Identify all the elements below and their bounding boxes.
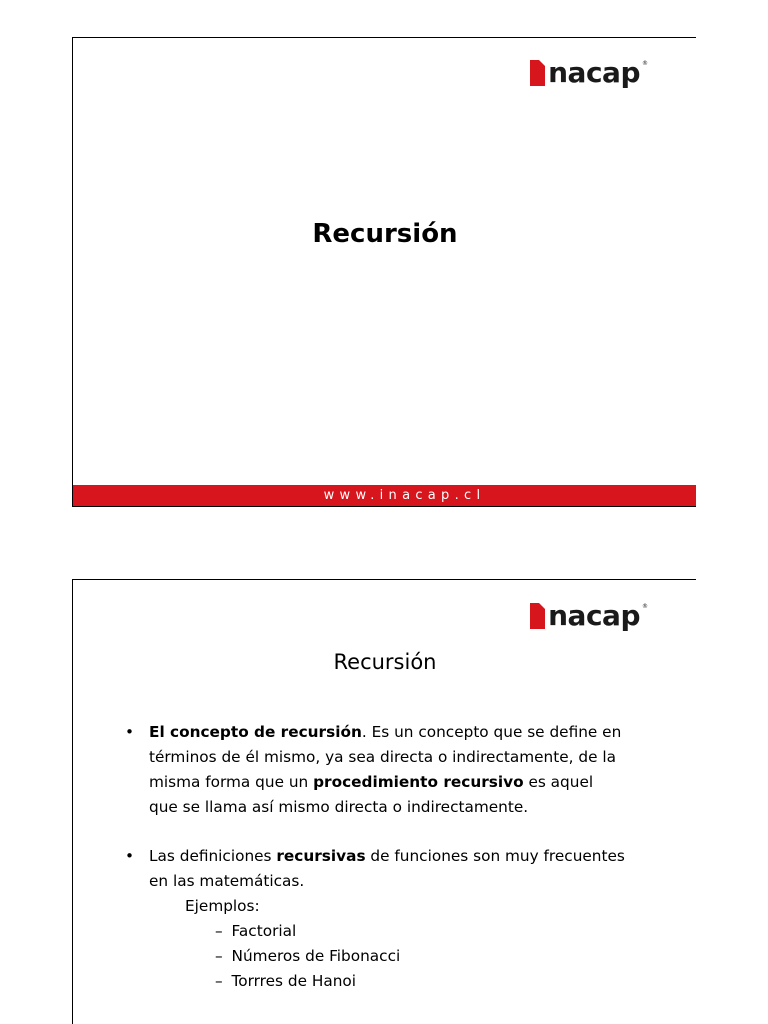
term-recursion-concept: El concepto de recursión [149,723,362,741]
slide-2-content [125,720,625,994]
paragraph-text: de funciones son muy frecuentes en las matemáticas. [149,847,625,890]
paragraph-text: Las definiciones [149,847,277,865]
term-recursive: recursivas [276,847,366,865]
slide-1 [72,37,696,507]
example-text: Números de Fibonacci [231,947,401,965]
paragraph-recursive-definitions [125,844,625,894]
logo-wordmark: nacap [548,56,640,89]
slide-1-title: Recursión [312,219,458,249]
example-item [125,919,625,944]
paragraph-text: . Es un concepto que se define en términos de él mismo, ya sea directa o indirectamente, de la misma forma que un [149,723,622,791]
bullet-icon: • [125,723,135,741]
footer-url: www.inacap.cl [323,488,486,503]
dash-icon: – [215,972,223,990]
example-item [125,969,625,994]
inacap-logo [530,599,648,632]
logo-wordmark: nacap [548,599,640,632]
example-item [125,944,625,969]
bullet-icon: • [125,847,135,865]
registered-mark: ® [642,60,648,67]
example-text: Factorial [231,922,297,940]
inacap-logo [530,56,648,89]
paragraph-text: es aquel que se llama así mismo directa o indirectamente. [149,773,594,816]
term-recursive-procedure: procedimiento recursivo [313,773,524,791]
registered-mark: ® [642,603,648,610]
paragraph-recursion-concept [125,720,625,820]
dash-icon: – [215,947,223,965]
examples-label: Ejemplos: [185,897,260,915]
footer-band [73,485,696,506]
logo-mark-icon [530,603,545,629]
slide-2-title: Recursión [333,650,437,674]
dash-icon: – [215,922,223,940]
example-text: Torrres de Hanoi [231,972,357,990]
slide-2 [72,579,696,1024]
logo-mark-icon [530,60,545,86]
